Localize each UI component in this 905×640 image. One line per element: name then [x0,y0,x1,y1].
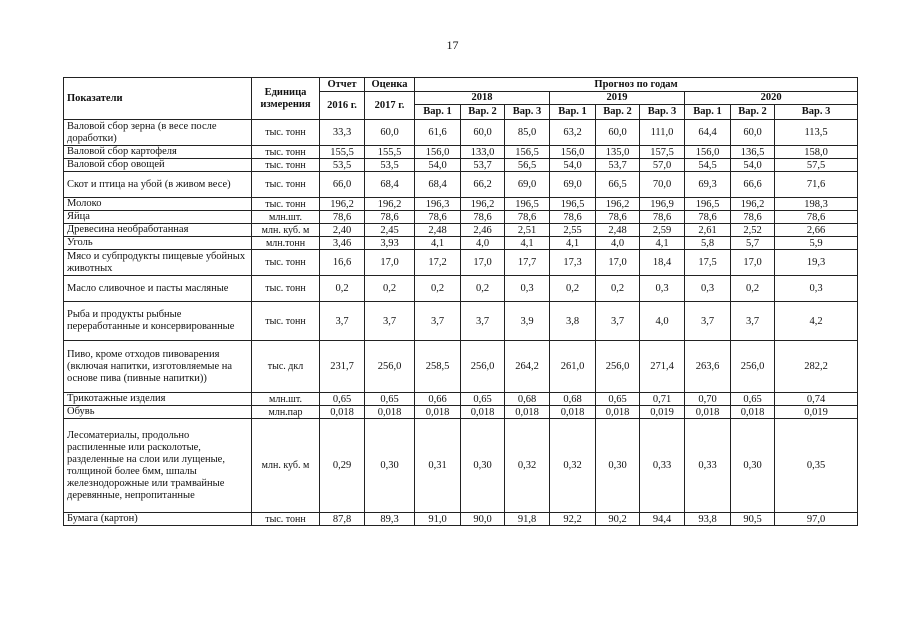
value-cell: 258,5 [415,341,461,393]
col-header-variant: Вар. 1 [550,105,596,120]
table-row [64,302,858,341]
table-row [64,276,858,302]
table-row [64,237,858,250]
value-cell: 196,2 [365,198,415,211]
forecast-table [63,77,858,526]
value-cell: 3,93 [365,237,415,250]
value-cell: 85,0 [505,120,550,146]
value-cell: 63,2 [550,120,596,146]
value-cell: 54,0 [415,159,461,172]
value-cell: 271,4 [640,341,685,393]
col-header-report-year: 2016 г. [320,92,365,120]
value-cell: 0,74 [775,393,858,406]
value-cell: 66,5 [596,172,640,198]
value-cell: 78,6 [461,211,505,224]
value-cell: 231,7 [320,341,365,393]
value-cell: 2,59 [640,224,685,237]
value-cell: 2,55 [550,224,596,237]
value-cell: 0,018 [550,406,596,419]
value-cell: 0,65 [731,393,775,406]
value-cell: 3,7 [415,302,461,341]
value-cell: 64,4 [685,120,731,146]
value-cell: 3,46 [320,237,365,250]
value-cell: 66,2 [461,172,505,198]
value-cell: 196,5 [685,198,731,211]
col-header-year-2020: 2020 [685,92,858,105]
value-cell: 158,0 [775,146,858,159]
value-cell: 17,0 [731,250,775,276]
value-cell: 0,3 [640,276,685,302]
value-cell: 0,68 [505,393,550,406]
table-row [64,406,858,419]
value-cell: 78,6 [775,211,858,224]
value-cell: 78,6 [685,211,731,224]
value-cell: 196,5 [505,198,550,211]
row-unit: тыс. тонн [252,276,320,302]
row-unit: тыс. тонн [252,198,320,211]
value-cell: 4,1 [505,237,550,250]
col-header-report: Отчет [320,78,365,92]
value-cell: 54,0 [550,159,596,172]
value-cell: 4,0 [640,302,685,341]
header-row-1 [64,78,858,92]
value-cell: 33,3 [320,120,365,146]
value-cell: 0,2 [461,276,505,302]
table-row [64,224,858,237]
col-header-estimate: Оценка [365,78,415,92]
value-cell: 78,6 [640,211,685,224]
col-header-estimate-year: 2017 г. [365,92,415,120]
value-cell: 0,33 [685,419,731,513]
value-cell: 0,65 [596,393,640,406]
value-cell: 0,29 [320,419,365,513]
row-unit: тыс. тонн [252,146,320,159]
value-cell: 0,68 [550,393,596,406]
value-cell: 2,51 [505,224,550,237]
row-unit: тыс. тонн [252,159,320,172]
row-indicator: Масло сливочное и пасты масляные [64,276,252,302]
value-cell: 78,6 [505,211,550,224]
value-cell: 2,61 [685,224,731,237]
value-cell: 0,65 [461,393,505,406]
table-body [64,120,858,526]
row-indicator: Яйца [64,211,252,224]
value-cell: 60,0 [365,120,415,146]
value-cell: 156,0 [550,146,596,159]
value-cell: 156,0 [415,146,461,159]
value-cell: 0,2 [550,276,596,302]
value-cell: 198,3 [775,198,858,211]
value-cell: 78,6 [731,211,775,224]
row-indicator: Валовой сбор овощей [64,159,252,172]
row-indicator: Уголь [64,237,252,250]
value-cell: 60,0 [596,120,640,146]
value-cell: 0,32 [505,419,550,513]
value-cell: 0,2 [415,276,461,302]
value-cell: 66,6 [731,172,775,198]
value-cell: 68,4 [415,172,461,198]
value-cell: 0,2 [731,276,775,302]
row-unit: тыс. тонн [252,250,320,276]
value-cell: 0,018 [365,406,415,419]
value-cell: 0,70 [685,393,731,406]
value-cell: 0,30 [365,419,415,513]
value-cell: 263,6 [685,341,731,393]
value-cell: 135,0 [596,146,640,159]
value-cell: 3,7 [731,302,775,341]
value-cell: 78,6 [550,211,596,224]
col-header-year-2018: 2018 [415,92,550,105]
col-header-variant: Вар. 3 [505,105,550,120]
value-cell: 54,0 [731,159,775,172]
row-indicator: Мясо и субпродукты пищевые убойных животных [64,250,252,276]
value-cell: 0,3 [685,276,731,302]
value-cell: 3,7 [685,302,731,341]
value-cell: 61,6 [415,120,461,146]
value-cell: 17,3 [550,250,596,276]
table-row [64,513,858,526]
value-cell: 2,52 [731,224,775,237]
row-unit: млн. куб. м [252,419,320,513]
value-cell: 71,6 [775,172,858,198]
row-unit: млн. куб. м [252,224,320,237]
value-cell: 91,8 [505,513,550,526]
row-indicator: Пиво, кроме отходов пивоварения (включая напитки, изготовляемые на основе пива (пивные напитки)) [64,341,252,393]
value-cell: 3,7 [320,302,365,341]
row-indicator: Лесоматериалы, продольно распиленные или расколотые, разделенные на слои или лущеные, толщиной более 6мм, шпалы железнодорожные или трамвайные деревянные, непропитанные [64,419,252,513]
value-cell: 0,30 [461,419,505,513]
value-cell: 0,018 [596,406,640,419]
value-cell: 53,7 [596,159,640,172]
value-cell: 196,2 [320,198,365,211]
value-cell: 18,4 [640,250,685,276]
table-row [64,341,858,393]
value-cell: 0,018 [461,406,505,419]
row-unit: млн.тонн [252,237,320,250]
value-cell: 133,0 [461,146,505,159]
value-cell: 256,0 [461,341,505,393]
col-header-variant: Вар. 2 [461,105,505,120]
value-cell: 0,33 [640,419,685,513]
value-cell: 57,0 [640,159,685,172]
value-cell: 3,7 [596,302,640,341]
value-cell: 70,0 [640,172,685,198]
value-cell: 17,7 [505,250,550,276]
value-cell: 136,5 [731,146,775,159]
value-cell: 111,0 [640,120,685,146]
value-cell: 0,65 [365,393,415,406]
value-cell: 4,1 [640,237,685,250]
value-cell: 92,2 [550,513,596,526]
value-cell: 0,32 [550,419,596,513]
value-cell: 0,3 [775,276,858,302]
col-header-variant: Вар. 1 [685,105,731,120]
row-indicator: Рыба и продукты рыбные переработанные и консервированные [64,302,252,341]
value-cell: 93,8 [685,513,731,526]
value-cell: 69,0 [550,172,596,198]
value-cell: 4,0 [461,237,505,250]
value-cell: 155,5 [365,146,415,159]
value-cell: 2,48 [415,224,461,237]
value-cell: 282,2 [775,341,858,393]
value-cell: 53,5 [365,159,415,172]
value-cell: 0,019 [775,406,858,419]
value-cell: 3,8 [550,302,596,341]
value-cell: 57,5 [775,159,858,172]
value-cell: 60,0 [731,120,775,146]
value-cell: 0,3 [505,276,550,302]
value-cell: 4,0 [596,237,640,250]
row-indicator: Обувь [64,406,252,419]
row-unit: тыс. тонн [252,302,320,341]
table-row [64,211,858,224]
value-cell: 0,65 [320,393,365,406]
value-cell: 2,48 [596,224,640,237]
value-cell: 90,5 [731,513,775,526]
value-cell: 17,5 [685,250,731,276]
value-cell: 256,0 [731,341,775,393]
value-cell: 0,31 [415,419,461,513]
value-cell: 3,7 [365,302,415,341]
value-cell: 17,0 [365,250,415,276]
col-header-variant: Вар. 3 [775,105,858,120]
value-cell: 17,0 [461,250,505,276]
value-cell: 19,3 [775,250,858,276]
value-cell: 0,019 [640,406,685,419]
value-cell: 3,9 [505,302,550,341]
value-cell: 17,0 [596,250,640,276]
value-cell: 0,2 [320,276,365,302]
row-unit: тыс. тонн [252,172,320,198]
value-cell: 5,9 [775,237,858,250]
value-cell: 0,018 [320,406,365,419]
row-indicator: Трикотажные изделия [64,393,252,406]
col-header-indicator: Показатели [64,78,252,120]
value-cell: 78,6 [365,211,415,224]
value-cell: 54,5 [685,159,731,172]
row-indicator: Скот и птица на убой (в живом весе) [64,172,252,198]
value-cell: 196,3 [415,198,461,211]
value-cell: 0,66 [415,393,461,406]
row-unit: млн.пар [252,406,320,419]
value-cell: 261,0 [550,341,596,393]
col-header-variant: Вар. 2 [596,105,640,120]
value-cell: 78,6 [415,211,461,224]
value-cell: 2,66 [775,224,858,237]
value-cell: 0,2 [365,276,415,302]
value-cell: 53,7 [461,159,505,172]
col-header-forecast: Прогноз по годам [415,78,858,92]
value-cell: 196,2 [461,198,505,211]
value-cell: 256,0 [596,341,640,393]
value-cell: 0,71 [640,393,685,406]
row-indicator: Молоко [64,198,252,211]
value-cell: 16,6 [320,250,365,276]
table-row [64,198,858,211]
value-cell: 196,2 [596,198,640,211]
table-row [64,172,858,198]
row-unit: тыс. тонн [252,513,320,526]
table-row [64,393,858,406]
value-cell: 155,5 [320,146,365,159]
value-cell: 53,5 [320,159,365,172]
page-number: 17 [446,38,459,52]
value-cell: 0,018 [505,406,550,419]
value-cell: 90,2 [596,513,640,526]
value-cell: 2,45 [365,224,415,237]
value-cell: 78,6 [596,211,640,224]
value-cell: 264,2 [505,341,550,393]
value-cell: 66,0 [320,172,365,198]
table-row [64,159,858,172]
row-unit: млн.шт. [252,393,320,406]
value-cell: 97,0 [775,513,858,526]
row-indicator: Валовой сбор зерна (в весе после доработки) [64,120,252,146]
value-cell: 2,40 [320,224,365,237]
value-cell: 90,0 [461,513,505,526]
value-cell: 4,1 [550,237,596,250]
value-cell: 91,0 [415,513,461,526]
value-cell: 0,018 [731,406,775,419]
value-cell: 89,3 [365,513,415,526]
row-indicator: Древесина необработанная [64,224,252,237]
table-row [64,250,858,276]
value-cell: 3,7 [461,302,505,341]
value-cell: 156,5 [505,146,550,159]
table-row [64,419,858,513]
value-cell: 94,4 [640,513,685,526]
value-cell: 196,5 [550,198,596,211]
col-header-variant: Вар. 1 [415,105,461,120]
value-cell: 78,6 [320,211,365,224]
value-cell: 0,2 [596,276,640,302]
value-cell: 68,4 [365,172,415,198]
col-header-year-2019: 2019 [550,92,685,105]
value-cell: 256,0 [365,341,415,393]
value-cell: 69,3 [685,172,731,198]
row-unit: тыс. дкл [252,341,320,393]
value-cell: 87,8 [320,513,365,526]
col-header-unit: Единица измерения [252,78,320,120]
row-unit: тыс. тонн [252,120,320,146]
value-cell: 60,0 [461,120,505,146]
value-cell: 113,5 [775,120,858,146]
row-indicator: Бумага (картон) [64,513,252,526]
value-cell: 5,8 [685,237,731,250]
value-cell: 4,2 [775,302,858,341]
col-header-variant: Вар. 2 [731,105,775,120]
value-cell: 0,35 [775,419,858,513]
value-cell: 5,7 [731,237,775,250]
table-row [64,120,858,146]
row-indicator: Валовой сбор картофеля [64,146,252,159]
value-cell: 196,9 [640,198,685,211]
col-header-variant: Вар. 3 [640,105,685,120]
value-cell: 0,018 [415,406,461,419]
value-cell: 17,2 [415,250,461,276]
value-cell: 2,46 [461,224,505,237]
table-row [64,146,858,159]
value-cell: 156,0 [685,146,731,159]
value-cell: 0,30 [731,419,775,513]
value-cell: 69,0 [505,172,550,198]
value-cell: 0,018 [685,406,731,419]
value-cell: 157,5 [640,146,685,159]
value-cell: 0,30 [596,419,640,513]
row-unit: млн.шт. [252,211,320,224]
value-cell: 4,1 [415,237,461,250]
value-cell: 196,2 [731,198,775,211]
value-cell: 56,5 [505,159,550,172]
